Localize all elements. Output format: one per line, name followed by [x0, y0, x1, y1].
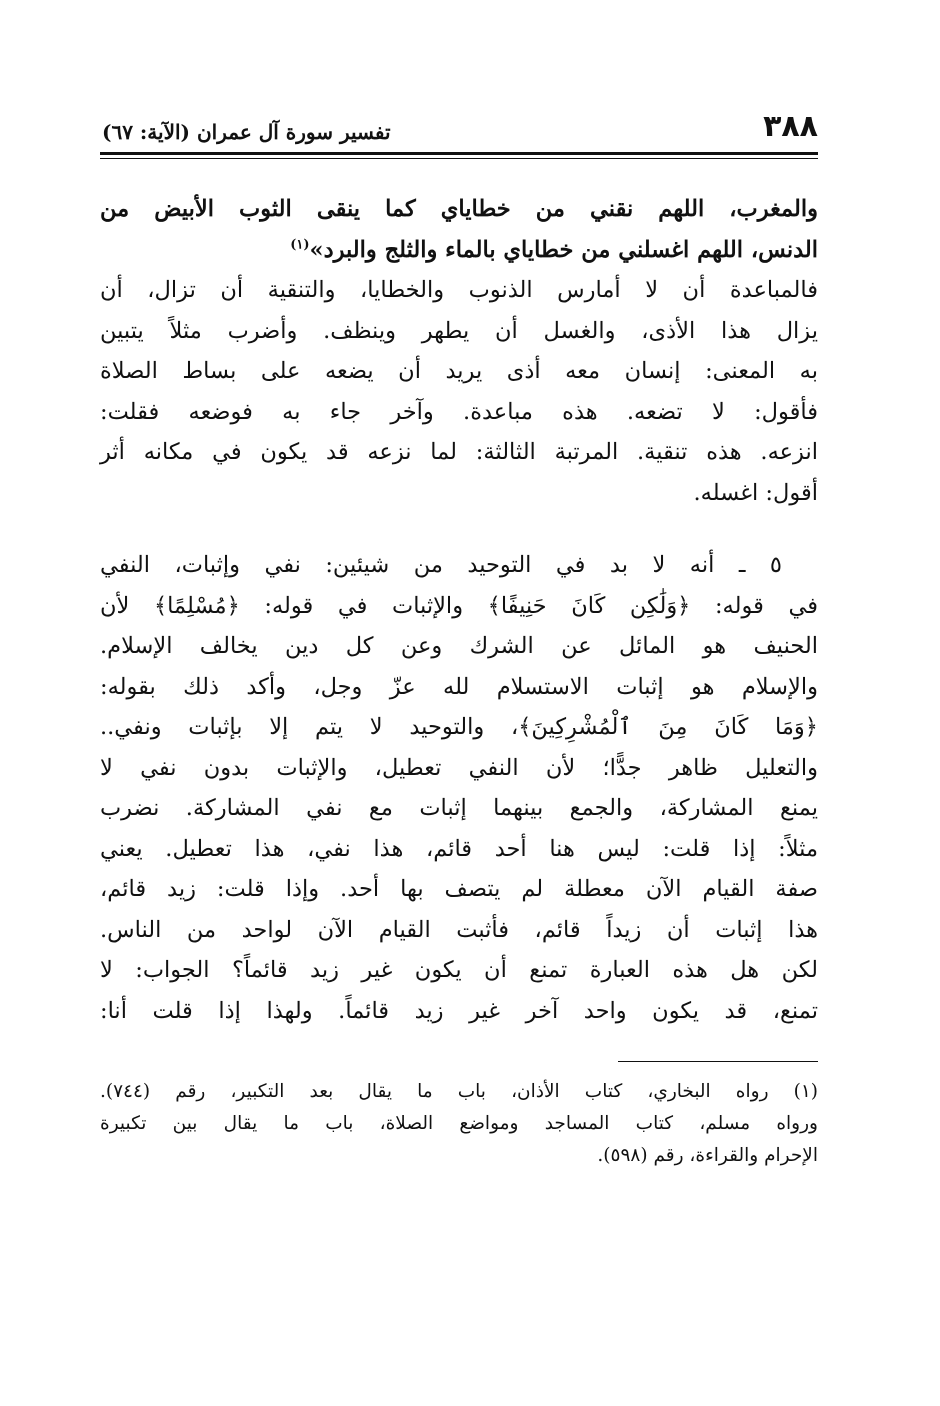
text-line: أقول: اغسله.	[693, 479, 818, 506]
paragraph-gap	[100, 513, 818, 545]
footnote-marker: (١)	[290, 237, 310, 252]
paragraph	[100, 545, 818, 1031]
paragraph	[100, 270, 818, 513]
text-line: به المعنى: إنسان معه أذى يريد أن يضعه على بساط الصلاة	[100, 358, 818, 384]
hadith-quote	[100, 189, 818, 270]
footnote-line: الإحرام والقراءة، رقم (٥٩٨).	[597, 1145, 818, 1166]
text-line: والإسلام هو إثبات الاستسلام لله عزّ وجل، وأكد ذلك بقوله:	[100, 673, 818, 700]
footnote-line: ورواه مسلم، كتاب المساجد ومواضع الصلاة، باب ما يقال بين تكبيرة	[100, 1113, 818, 1134]
footnote-line: (١) رواه البخاري، كتاب الأذان، باب ما يقال بعد التكبير، رقم (٧٤٤).	[100, 1081, 818, 1102]
book-page	[100, 100, 818, 1172]
text-line: يزال هذا الأذى، والغسل أن يطهر وينظف. وأضرب مثلاً يتبين	[100, 317, 818, 344]
text-line: صفة القيام الآن معطلة لم يتصف بها أحد. وإذا قلت: زيد قائم،	[100, 876, 818, 902]
page-header	[100, 100, 818, 144]
hadith-line-text: الدنس، اللهم اغسلني من خطاياي بالماء والثلج والبرد»	[309, 236, 818, 263]
text-line: انزعه. هذه تنقية. المرتبة الثالثة: لما نزعه قد يكون في مكانه أثر	[100, 439, 818, 465]
text-line: فأقول: لا تضعه. هذه مباعدة. وآخر جاء به فوضعه فقلت:	[100, 398, 818, 425]
text-line: والتعليل ظاهر جدًّا؛ لأن النفي تعطيل، والإثبات بدون نفي لا	[100, 754, 818, 781]
text-line: تمنع، قد يكون واحد آخر غير زيد قائماً. ولهذا إذا قلت أنا:	[100, 997, 818, 1024]
text-line: في قوله: ﴿وَلَٰكِن كَانَ حَنِيفًا﴾ والإثبات في قوله: ﴿مُسْلِمًا﴾ لأن	[100, 592, 818, 619]
running-title: تفسير سورة آل عمران (الآية: ٦٧)	[102, 120, 391, 144]
page-number: ٣٨٨	[763, 109, 818, 144]
main-text	[100, 189, 818, 1031]
text-line: يمنع المشاركة، والجمع بينهما إثبات مع نفي المشاركة. نضرب	[100, 795, 818, 821]
text-line: لكن هل هذه العبارة تمنع أن يكون غير زيد قائماً؟ الجواب: لا	[100, 957, 818, 983]
header-rule-thin	[100, 158, 818, 159]
header-rule-thick	[100, 152, 818, 155]
footnotes	[100, 1076, 818, 1172]
text-line	[100, 230, 818, 271]
text-line: ٥ ـ أنه لا بد في التوحيد من شيئين: نفي وإثبات، النفي	[100, 552, 782, 578]
footnote-rule	[618, 1061, 818, 1062]
text-line: مثلاً: إذا قلت: ليس هنا أحد قائم، هذا نفي، هذا تعطيل. يعني	[100, 835, 818, 862]
text-line: ﴿وَمَا كَانَ مِنَ ٱلْمُشْرِكِينَ﴾، والتوحيد لا يتم إلا بإثبات ونفي..	[100, 714, 818, 740]
text-line: والمغرب، اللهم نقني من خطاياي كما ينقى الثوب الأبيض من	[100, 196, 818, 222]
text-line: هذا إثبات أن زيداً قائم، فأثبت القيام الآن لواحد من الناس.	[100, 916, 818, 943]
text-line: الحنيف هو المائل عن الشرك وعن كل دين يخالف الإسلام.	[100, 633, 818, 659]
text-line: فالمباعدة أن لا أمارس الذنوب والخطايا، والتنقية أن تزال، أن	[100, 277, 818, 303]
